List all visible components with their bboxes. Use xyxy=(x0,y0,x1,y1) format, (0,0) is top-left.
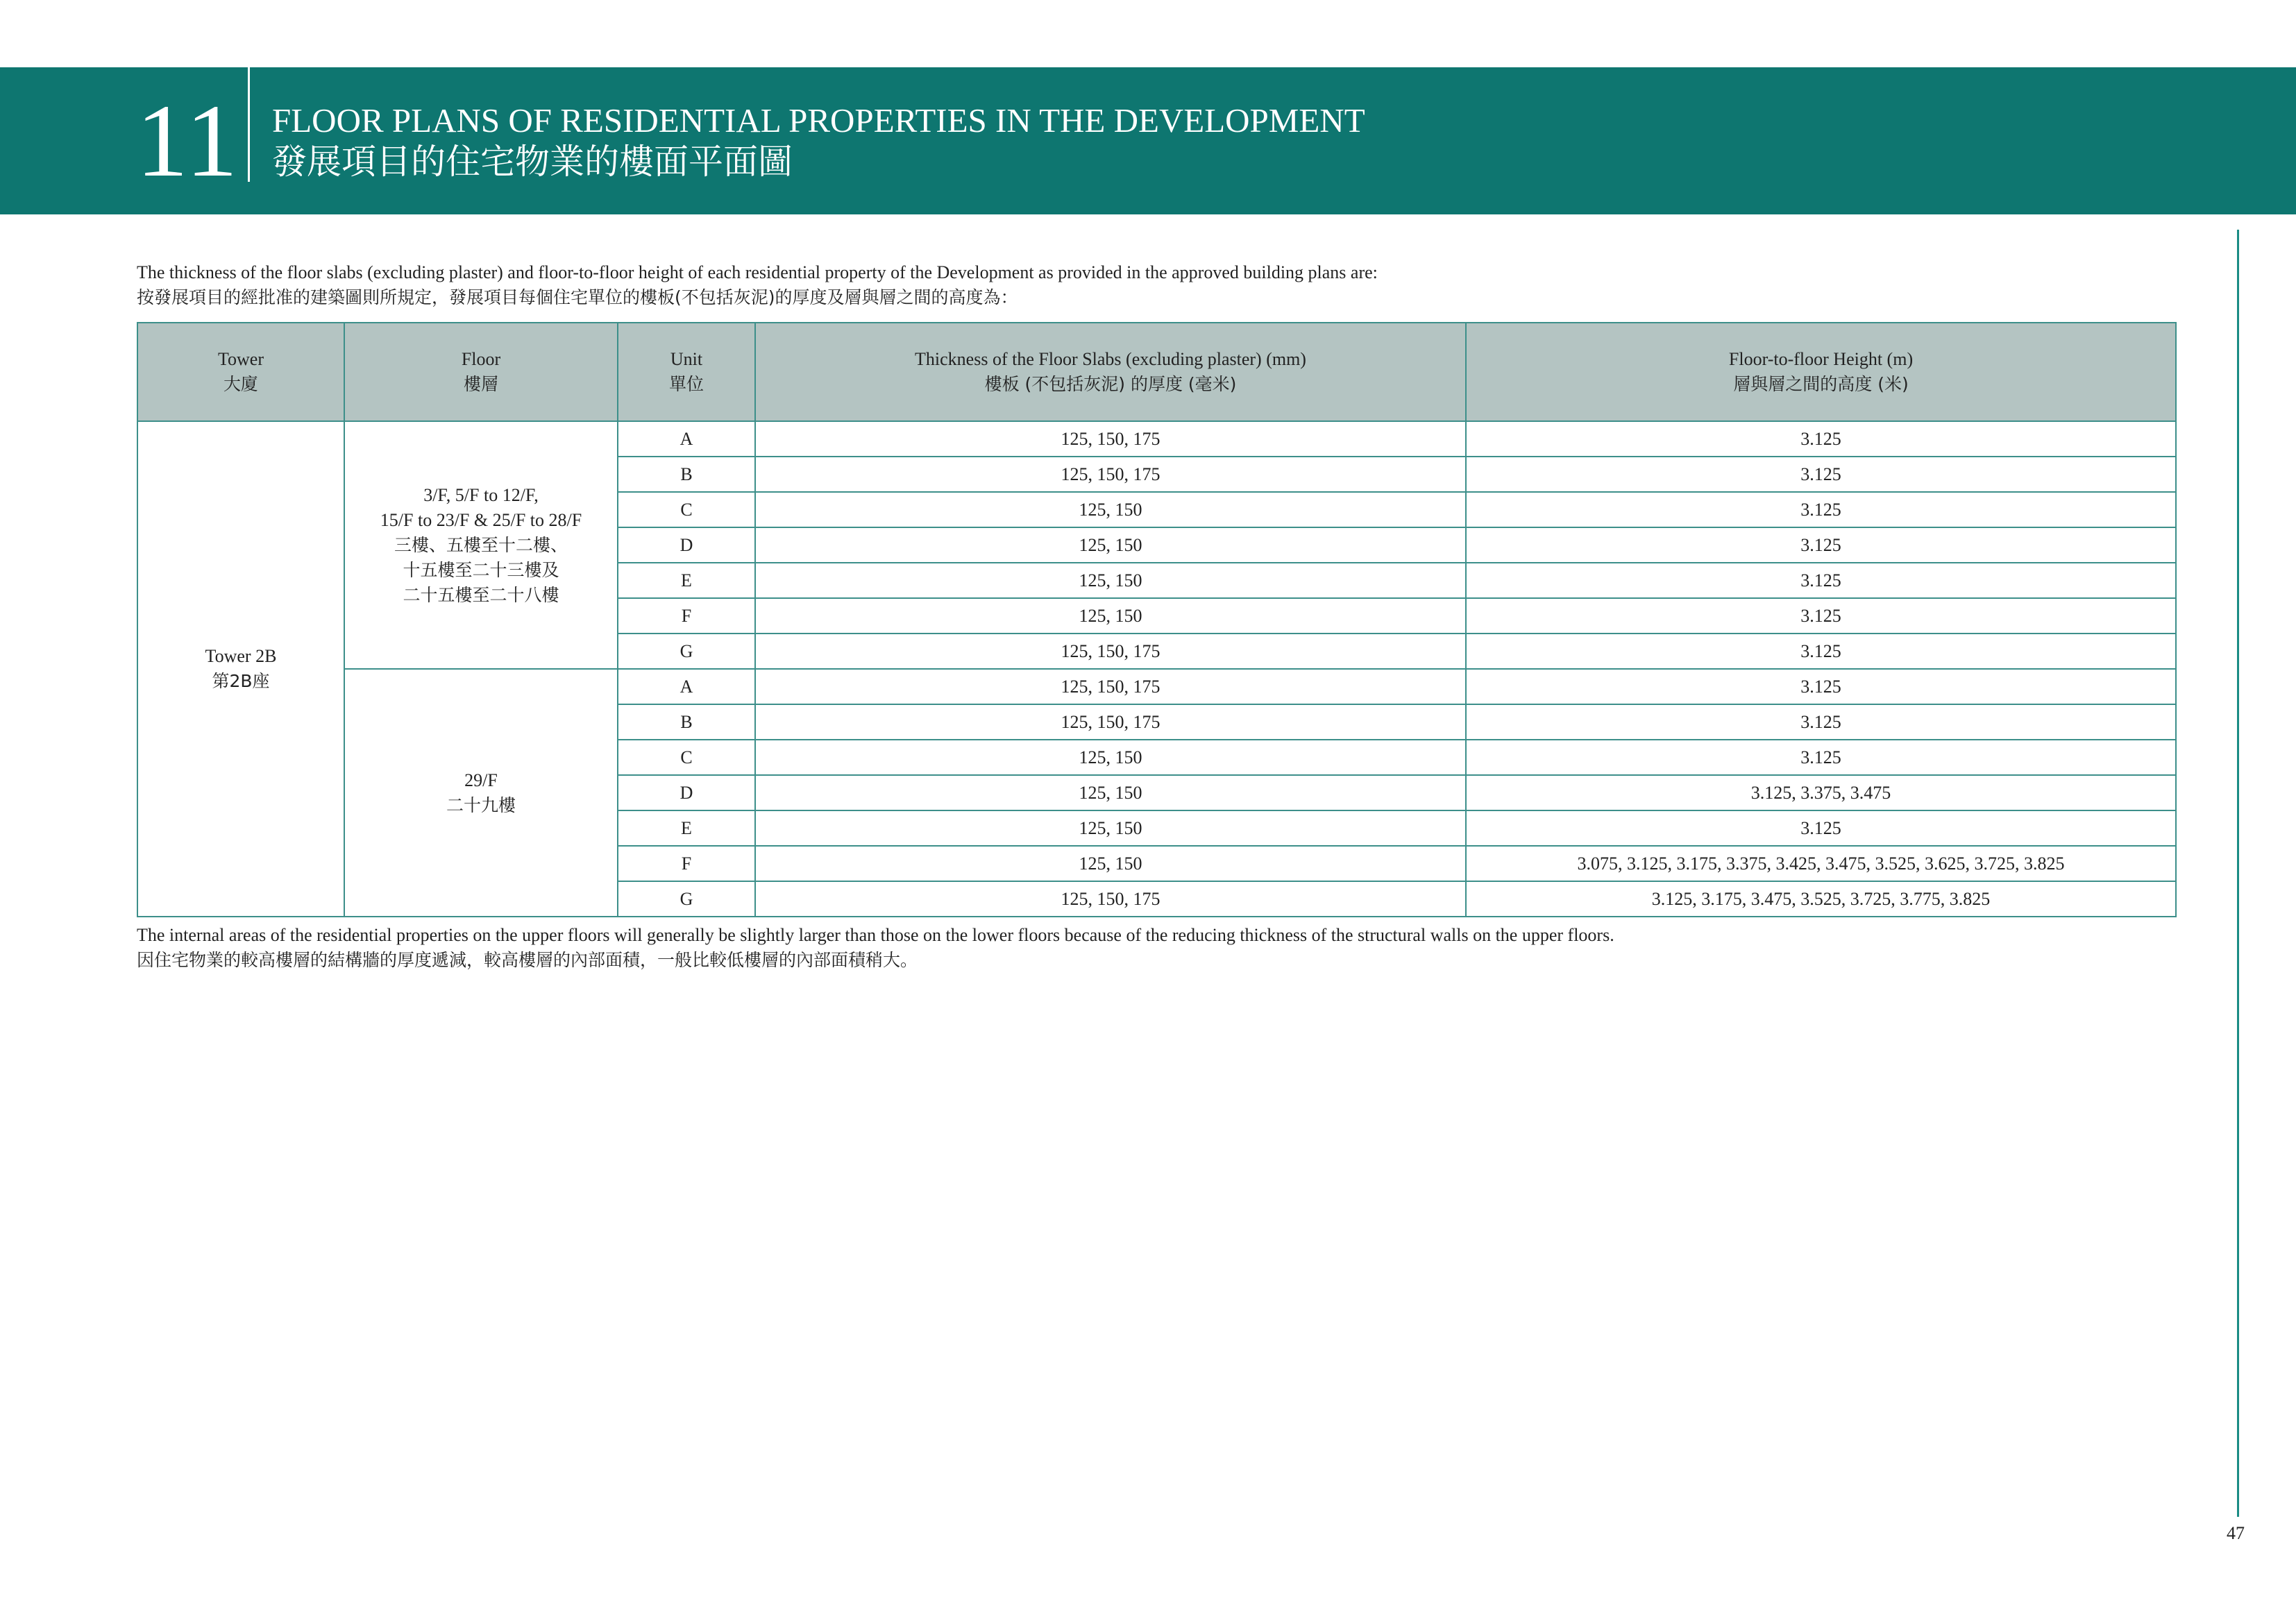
unit-cell: G xyxy=(618,634,755,669)
unit-cell: B xyxy=(618,704,755,740)
unit-cell: F xyxy=(618,846,755,881)
slab-thickness-table xyxy=(137,322,2177,917)
intro-text-en: The thickness of the floor slabs (excluding plaster) and floor-to-floor height of each residential property of the Development as provided in the approved building plans are: xyxy=(137,262,1378,282)
thickness-cell: 125, 150, 175 xyxy=(755,881,1466,917)
unit-cell: A xyxy=(618,669,755,704)
thickness-cell: 125, 150 xyxy=(755,598,1466,634)
intro-text-zh: 按發展項目的經批准的建築圖則所規定，發展項目每個住宅單位的樓板(不包括灰泥)的厚度及層與層之間的高度為： xyxy=(137,287,1018,307)
thickness-cell: 125, 150, 175 xyxy=(755,704,1466,740)
unit-cell: G xyxy=(618,881,755,917)
thickness-cell: 125, 150 xyxy=(755,492,1466,527)
thickness-cell: 125, 150, 175 xyxy=(755,457,1466,492)
unit-cell: D xyxy=(618,527,755,563)
height-cell: 3.125 xyxy=(1466,704,2176,740)
height-cell: 3.125 xyxy=(1466,598,2176,634)
tower-cell: Tower 2B 第2B座 xyxy=(137,421,344,917)
header-unit: Unit 單位 xyxy=(618,323,755,421)
table-row xyxy=(137,421,2176,457)
height-cell: 3.125, 3.175, 3.475, 3.525, 3.725, 3.775, 3.825 xyxy=(1466,881,2176,917)
right-margin-rule xyxy=(2237,230,2239,1517)
height-cell: 3.125 xyxy=(1466,492,2176,527)
height-cell: 3.125 xyxy=(1466,563,2176,598)
height-cell: 3.125, 3.375, 3.475 xyxy=(1466,775,2176,810)
height-cell: 3.125 xyxy=(1466,421,2176,457)
unit-cell: F xyxy=(618,598,755,634)
thickness-cell: 125, 150, 175 xyxy=(755,634,1466,669)
table-row xyxy=(137,669,2176,704)
thickness-cell: 125, 150 xyxy=(755,775,1466,810)
height-cell: 3.125 xyxy=(1466,634,2176,669)
unit-cell: E xyxy=(618,810,755,846)
page-title-zh: 發展項目的住宅物業的樓面平面圖 xyxy=(272,142,793,182)
unit-cell: B xyxy=(618,457,755,492)
floor-cell: 29/F 二十九樓 xyxy=(344,669,618,917)
footnote-zh: 因住宅物業的較高樓層的結構牆的厚度遞減，較高樓層的內部面積，一般比較低樓層的內部面積稍大。 xyxy=(137,950,918,970)
thickness-cell: 125, 150 xyxy=(755,740,1466,775)
page-number: 47 xyxy=(2227,1523,2245,1543)
unit-cell: C xyxy=(618,740,755,775)
height-cell: 3.125 xyxy=(1466,527,2176,563)
thickness-cell: 125, 150, 175 xyxy=(755,421,1466,457)
footnote xyxy=(137,923,2150,973)
thickness-cell: 125, 150 xyxy=(755,846,1466,881)
header-height: Floor-to-floor Height (m) 層與層之間的高度 (米) xyxy=(1466,323,2176,421)
height-cell: 3.125 xyxy=(1466,740,2176,775)
unit-cell: D xyxy=(618,775,755,810)
header-divider xyxy=(248,67,250,182)
page-title-en: FLOOR PLANS OF RESIDENTIAL PROPERTIES IN THE DEVELOPMENT xyxy=(272,101,1365,139)
thickness-cell: 125, 150, 175 xyxy=(755,669,1466,704)
height-cell: 3.075, 3.125, 3.175, 3.375, 3.425, 3.475, 3.525, 3.625, 3.725, 3.825 xyxy=(1466,846,2176,881)
unit-cell: E xyxy=(618,563,755,598)
height-cell: 3.125 xyxy=(1466,457,2176,492)
height-cell: 3.125 xyxy=(1466,669,2176,704)
unit-cell: C xyxy=(618,492,755,527)
thickness-cell: 125, 150 xyxy=(755,810,1466,846)
table-header-row xyxy=(137,323,2176,421)
floor-cell: 3/F, 5/F to 12/F, 15/F to 23/F & 25/F to 28/F 三樓、五樓至十二樓、 十五樓至二十三樓及 二十五樓至二十八樓 xyxy=(344,421,618,669)
height-cell: 3.125 xyxy=(1466,810,2176,846)
thickness-cell: 125, 150 xyxy=(755,563,1466,598)
thickness-cell: 125, 150 xyxy=(755,527,1466,563)
intro-text xyxy=(137,260,2150,310)
unit-cell: A xyxy=(618,421,755,457)
header-floor: Floor 樓層 xyxy=(344,323,618,421)
footnote-en: The internal areas of the residential properties on the upper floors will generally be slightly larger than those on the lower floors because of the reducing thickness of the structural walls on the upper floors. xyxy=(137,925,1614,945)
chapter-number: 11 xyxy=(136,83,239,198)
header-thickness: Thickness of the Floor Slabs (excluding plaster) (mm) 樓板 (不包括灰泥) 的厚度 (毫米) xyxy=(755,323,1466,421)
header-tower: Tower 大廈 xyxy=(137,323,344,421)
